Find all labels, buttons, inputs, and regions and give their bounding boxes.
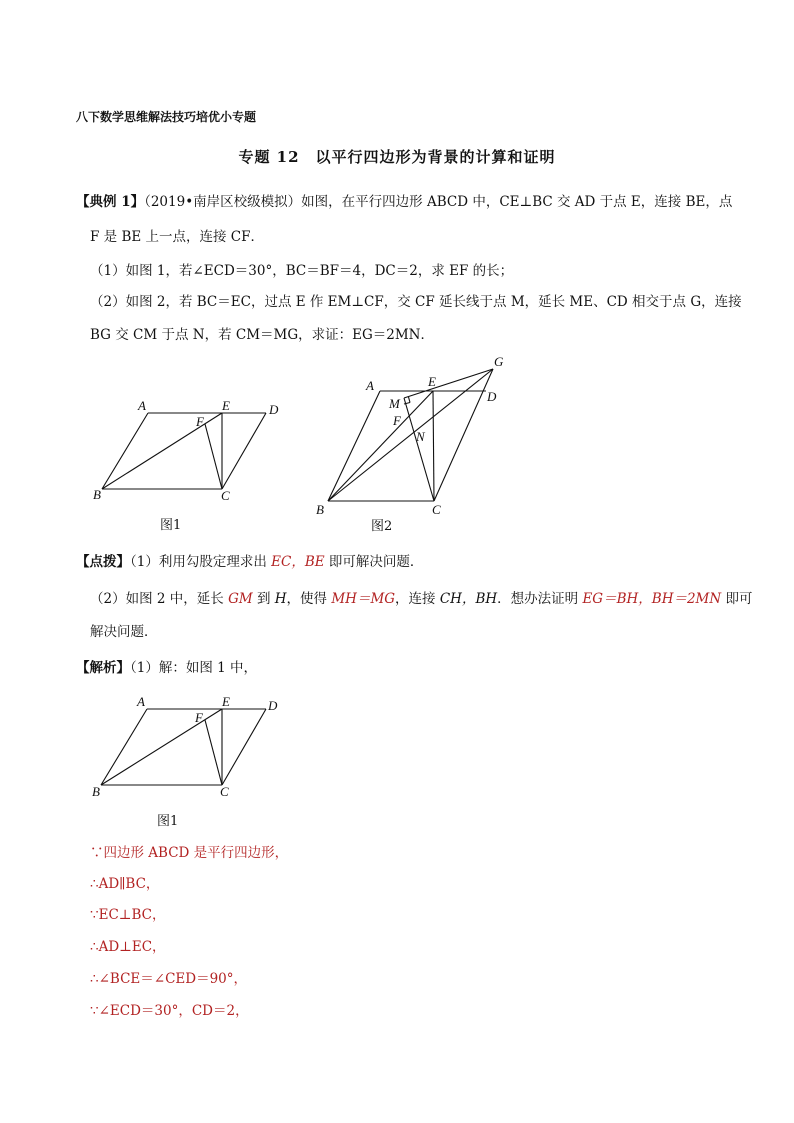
fig1-label-D: D [269,402,279,417]
solution-intro-text: （1）解：如图 1 中， [130,660,258,676]
hint-label: 【点拨】 [76,554,130,570]
fig1r-label-D: D [268,698,278,713]
solution-step-2: ∴AD∥BC， [90,876,160,892]
fig1r-label-C: C [220,784,229,799]
fig1r-label-F: F [195,710,203,725]
hint-2a: （2）如图 2 中，延长 [90,591,229,607]
fig1-label-E: E [222,398,230,413]
question-1: （1）如图 1，若∠ECD＝30°，BC＝BF＝4，DC＝2，求 EF 的长； [90,263,514,279]
fig1r-label-A: A [137,694,145,709]
series-title: 八下数学思维解法技巧培优小专题 [76,110,257,124]
fig2-label-F: F [393,413,401,428]
fig1-label-B: B [93,487,101,502]
fig1r-label-E: E [222,694,230,709]
fig1-label-A: A [138,398,146,413]
hint-text-1c: 即可解决问题． [324,554,424,570]
fig2-caption: 图2 [371,519,393,534]
hint-2i: ．想办法证明 [497,591,583,607]
hint-text-1a: （1）利用勾股定理求出 [130,554,272,570]
solution-step-1: ∵四边形 ABCD 是平行四边形， [90,845,289,861]
problem-label: 【典例 1】 [76,194,145,210]
solution-step-5: ∴∠BCE＝∠CED＝90°， [90,971,248,987]
solution-step-6: ∵∠ECD＝30°，CD＝2， [90,1003,249,1019]
question-2a: （2）如图 2，若 BC＝EC，过点 E 作 EM⊥CF，交 CF 延长线于点 M，延长 ME、CD 相交于点 G，连接 [90,294,742,310]
fig1r-label-B: B [92,784,100,799]
hint-2d: H [274,591,287,607]
page-title: 专题 12 以平行四边形为背景的计算和证明 [238,148,556,166]
fig2-label-M: M [389,396,400,411]
hint-2k: 即可 [721,591,753,607]
fig2-label-B: B [316,502,324,517]
solution-step-3: ∵EC⊥BC， [90,907,166,923]
fig2-label-A: A [366,378,374,393]
hint-2c: 到 [252,591,275,607]
question-2b: BG 交 CM 于点 N，若 CM＝MG，求证：EG＝2MN． [90,327,434,343]
solution-label: 【解析】 [76,660,130,676]
hint-2h: CH，BH [439,591,498,607]
problem-text-1: （2019•南岸区校级模拟）如图，在平行四边形 ABCD 中，CE⊥BC 交 AD 于点 E，连接 BE，点 [144,194,733,210]
hint-2j: EG＝BH，BH＝2MN [582,591,722,607]
fig1-label-F: F [196,414,204,429]
hint-2e: ，使得 [286,591,332,607]
fig2-label-G: G [494,354,504,369]
problem-line-2: F 是 BE 上一点，连接 CF． [90,229,265,245]
hint-2g: ，连接 [395,591,440,607]
fig1-caption: 图1 [160,518,182,533]
fig2-label-D: D [487,389,497,404]
fig2-label-N: N [416,429,425,444]
hint-line-3: 解决问题． [90,624,158,640]
hint-2b: GM [228,591,253,607]
fig2-label-C: C [432,502,441,517]
solution-step-4: ∴AD⊥EC， [90,939,166,955]
fig1-label-C: C [221,488,230,503]
fig1-repeat-caption: 图1 [157,814,179,829]
hint-2f: MH＝MG [331,591,396,607]
fig2-label-E: E [428,374,436,389]
hint-text-1b: EC，BE [271,554,325,570]
